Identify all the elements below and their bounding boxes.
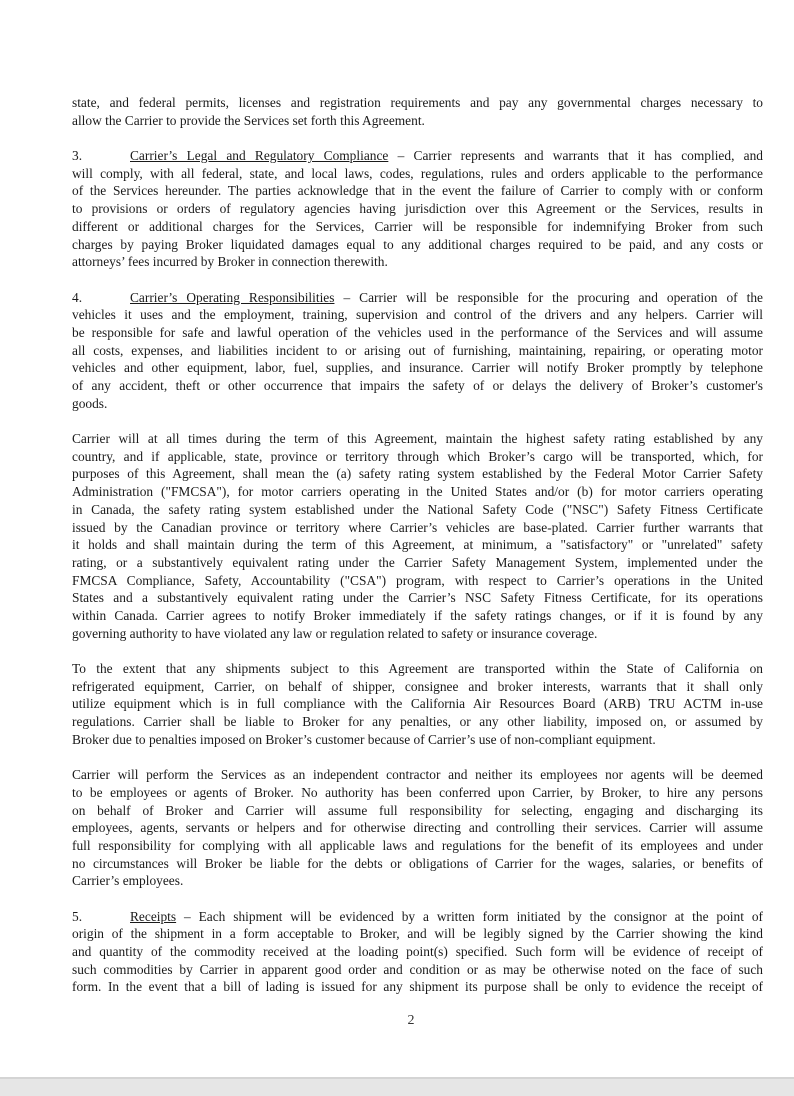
text-line: utilize equipment which is in full compliance with the California Air Resources Board (ARB) TRU ACTM in-use [72, 696, 763, 712]
text-line: to be employees or agents of Broker. No authority has been conferred upon Carrier, by Broker, to hire any persons [72, 784, 763, 800]
text-line: will comply, with all federal, state, and local laws, codes, regulations, rules and orders applicable to the performance [72, 165, 763, 181]
text-line: within Canada. Carrier agrees to notify Broker immediately if the safety ratings changes, or if it is found by any [72, 607, 763, 623]
text-line: attorneys’ fees incurred by Broker in connection therewith. [72, 254, 388, 270]
text-line: goods. [72, 395, 108, 411]
text-line: rating, or a substantively equivalent rating under the Carrier Safety Management System, implemented under the [72, 554, 763, 570]
text-line: allow the Carrier to provide the Services set forth this Agreement. [72, 112, 425, 128]
text-line: employees, agents, servants or helpers and for otherwise directing and controlling their services. Carrier will assume [72, 820, 763, 836]
text-line: Administration ("FMCSA"), for motor carriers operating in the United States and/or (b) for motor carriers operating [72, 484, 763, 500]
text-line: such commodities by Carrier in apparent good order and condition or as may be otherwise noted on the face of such [72, 961, 763, 977]
text-line: all costs, expenses, and liabilities incident to or arising out of furnishing, maintaining, repairing, or operating motor [72, 342, 763, 358]
document-page [72, 94, 763, 1014]
text-line: regulations. Carrier shall be liable to Broker for any penalties, or any other liability, imposed on, or assumed by [72, 714, 763, 730]
section-heading: Receipts [130, 908, 177, 924]
text-line: vehicles it uses and the employment, training, supervision and control of the drivers and any helpers. Carrier will [72, 307, 763, 323]
text-line: Carrier will perform the Services as an independent contractor and neither its employees nor agents will be deemed [72, 767, 763, 783]
text-line: form. In the event that a bill of lading is issued for any shipment its purpose shall be only to evidence the receipt of [72, 979, 763, 995]
text-line: purposes of this Agreement, shall mean the (a) safety rating system established by the Federal Motor Carrier Safety [72, 466, 763, 482]
section-number: 4. [72, 289, 83, 305]
text-line: it holds and shall maintain during the term of this Agreement, at minimum, a "satisfactory" or "unrelated" safety [72, 537, 763, 553]
section-heading-line [72, 908, 763, 926]
text-line: different or additional charges for the Services, Carrier will be responsible for indemnifying Broker from such [72, 218, 763, 234]
text-line: governing authority to have violated any law or regulation related to safety or insurance coverage. [72, 625, 598, 641]
paragraph [72, 94, 763, 129]
section-heading: Carrier’s Operating Responsibilities [130, 289, 335, 305]
text-line: in Canada, the safety rating system established under the National Safety Code ("NSC") Safety Fitness Certificate [72, 501, 763, 517]
text-line: refrigerated equipment, Carrier, on behalf of shipper, consignee and broker interests, warrants that it shall only [72, 678, 763, 694]
text-line: country, and if applicable, state, province or territory through which Broker’s cargo will be transported, which, for [72, 448, 763, 464]
text-line: to provisions or orders of regulatory agencies having jurisdiction over this Agreement or the Services, results in [72, 201, 763, 217]
page-number: 2 [407, 1013, 415, 1028]
text-line: Broker due to penalties imposed on Broker’s customer because of Carrier’s use of non-compliant equipment. [72, 731, 656, 747]
paragraph [72, 766, 763, 890]
text-line: Carrier’s employees. [72, 873, 184, 889]
text-line: origin of the shipment in a form acceptable to Broker, and will be legibly signed by the Carrier showing the kind [72, 926, 763, 942]
section-3 [72, 147, 763, 271]
text-line: States and a substantively equivalent rating under the Carrier’s NSC Safety Fitness Certificate, for its operations [72, 590, 763, 606]
section-text: – Carrier represents and warrants that it has complied, and [388, 148, 763, 164]
section-text: – Carrier will be responsible for the procuring and operation of the [334, 289, 763, 305]
text-line: To the extent that any shipments subject to this Agreement are transported within the State of California on [72, 661, 763, 676]
text-line: FMCSA Compliance, Safety, Accountability ("CSA") program, with respect to Carrier’s operations in the United [72, 572, 763, 588]
text-line: no circumstances will Broker be liable for the debts or obligations of Carrier for the wages, salaries, or benefits of [72, 855, 763, 871]
text-line: vehicles and other equipment, labor, fuel, supplies, and insurance. Carrier will notify Broker promptly by telephone [72, 360, 763, 376]
text-line: of any accident, theft or other occurrence that impairs the safety of or delays the delivery of Broker’s customer's [72, 378, 763, 393]
section-text: – Each shipment will be evidenced by a written form initiated by the consignor at the point of [176, 908, 763, 924]
text-line: Carrier will at all times during the term of this Agreement, maintain the highest safety rating established by any [72, 431, 763, 447]
viewer-bottom-bar [0, 1077, 794, 1096]
text-line: be responsible for safe and lawful operation of the vehicles used in the performance of the Services and will assume [72, 324, 763, 340]
text-line: on behalf of Broker and Carrier will assume full responsibility for selecting, engaging and discharging its [72, 802, 763, 818]
text-line: state, and federal permits, licenses and registration requirements and pay any governmental charges necessary to [72, 95, 763, 110]
paragraph [72, 660, 763, 748]
section-heading-line [72, 289, 763, 307]
text-line: of the Services hereunder. The parties acknowledge that in the event the failure of Carrier to comply with or conform [72, 183, 763, 199]
section-5 [72, 908, 763, 996]
section-heading: Carrier’s Legal and Regulatory Compliance [130, 148, 389, 164]
text-line: issued by the Canadian province or territory where Carrier’s vehicles are base-plated. Carrier further warrants that [72, 519, 763, 535]
section-heading-line [72, 147, 763, 165]
section-4 [72, 289, 763, 413]
text-line: and quantity of the commodity received at the loading point(s) specified. Such form will be evidence of receipt of [72, 944, 763, 959]
paragraph [72, 430, 763, 642]
text-line: charges by paying Broker liquidated damages equal to any additional charges required to be paid, and any costs or [72, 236, 763, 252]
text-line: full responsibility for complying with all applicable laws and regulations for the benefit of its employees and under [72, 837, 763, 853]
section-number: 3. [72, 148, 83, 164]
section-number: 5. [72, 908, 83, 924]
